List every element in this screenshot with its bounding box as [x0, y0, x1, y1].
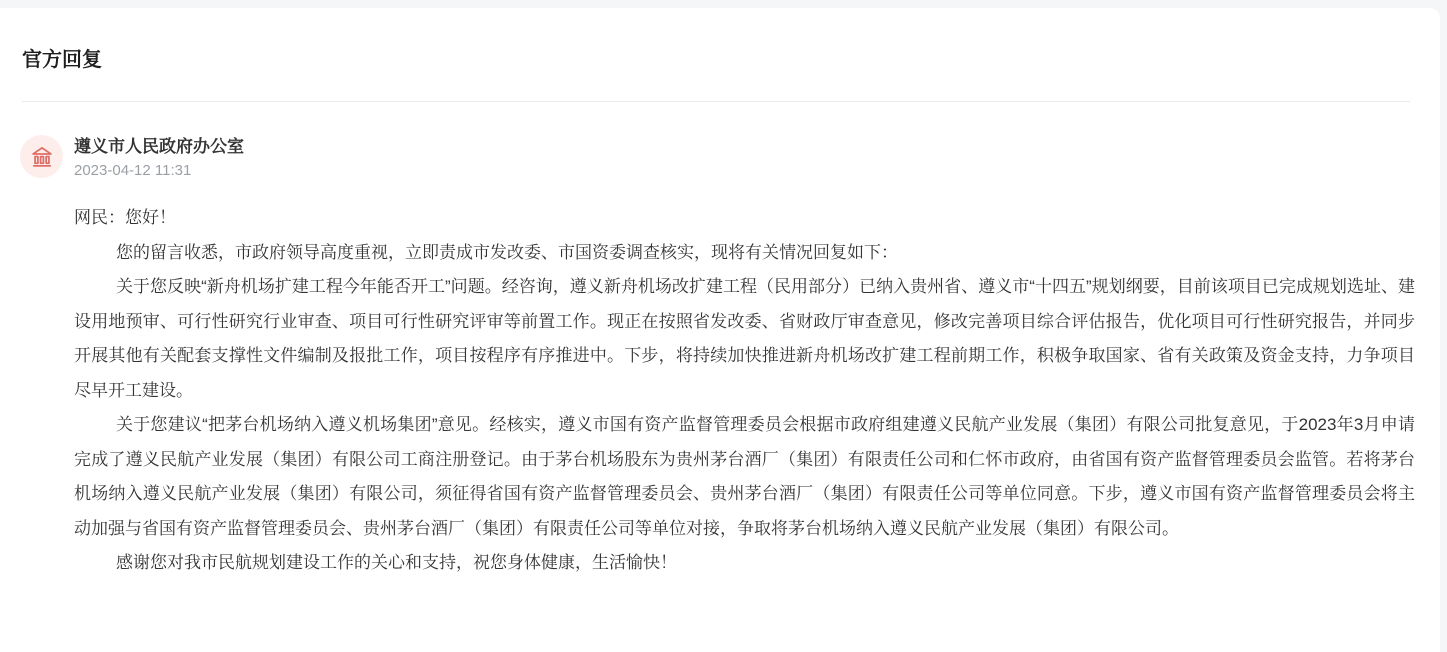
government-building-icon [29, 144, 55, 170]
reply-paragraph: 网民：您好！ [74, 208, 176, 227]
reply-content [74, 201, 1415, 581]
reply-head-text [74, 135, 244, 180]
divider [22, 101, 1410, 102]
reply-org-name: 遵义市人民政府办公室 [74, 137, 244, 156]
reply-paragraph: 感谢您对我市民航规划建设工作的关心和支持，祝您身体健康，生活愉快！ [116, 553, 677, 572]
page-title: 官方回复 [22, 49, 102, 71]
reply-paragraph: 关于您反映“新舟机场扩建工程今年能否开工”问题。经咨询，遵义新舟机场改扩建工程（民用部分）已纳入贵州省、遵义市“十四五”规划纲要，目前该项目已完成规划选址、建设用地预审、可行性研究行业审查、项目可行性研究评审等前置工作。现正在按照省发改委、省财政厅审查意见，修改完善项目综合评估报告，优化项目可行性研究报告，并同步开展其他有关配套支撑性文件编制及报批工作，项目按程序有序推进中。下步，将持续加快推进新舟机场改扩建工程前期工作，积极争取国家、省有关政策及资金支持，力争项目尽早开工建设。 [74, 277, 1415, 400]
reply-paragraph: 您的留言收悉，市政府领导高度重视，立即责成市发改委、市国资委调查核实，现将有关情况回复如下： [116, 242, 898, 262]
official-reply-card [0, 8, 1440, 652]
reply-timestamp: 2023-04-12 11:31 [74, 162, 192, 179]
reply-paragraph: 关于您建议“把茅台机场纳入遵义机场集团”意见。经核实，遵义市国有资产监督管理委员会根据市政府组建遵义民航产业发展（集团）有限公司批复意见，于2023年3月申请完成了遵义民航产业发展（集团）有限公司工商注册登记。由于茅台机场股东为贵州茅台酒厂（集团）有限责任公司和仁怀市政府，由省国有资产监督管理委员会监管。若将茅台机场纳入遵义民航产业发展（集团）有限公司，须征得省国有资产监督管理委员会、贵州茅台酒厂（集团）有限责任公司等单位同意。下步，遵义市国有资产监督管理委员会将主动加强与省国有资产监督管理委员会、贵州茅台酒厂（集团）有限责任公司等单位对接，争取将茅台机场纳入遵义民航产业发展（集团）有限公司。 [74, 415, 1415, 538]
avatar [20, 135, 63, 178]
reply-header [20, 135, 1440, 180]
